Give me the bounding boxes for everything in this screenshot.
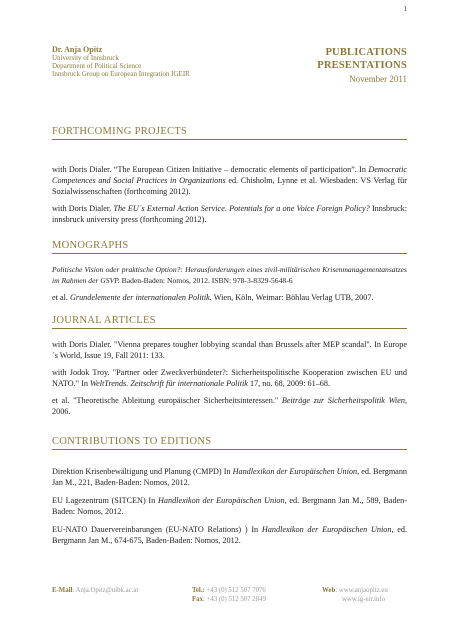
citation-text: , 2006. xyxy=(52,396,407,416)
citation-text: with Doris Dialer. “The European Citizen Initiative – democratic elements of participation”. In xyxy=(52,165,369,174)
footer-email xyxy=(52,586,138,595)
citation-entry xyxy=(52,292,407,303)
section-journal-articles xyxy=(52,315,407,417)
citation-text: with Jodok Troy. "Partner oder Zweckverbündeter?: Sicherheitspolitische Kooperation zwischen EU und NATO." In xyxy=(52,368,407,388)
citation-text: et al. xyxy=(52,293,70,302)
section-title: MONOGRAPHS xyxy=(52,240,407,254)
citation-text: , ed. Bergmann Jan M., 674-675, Baden-Baden: Nomos, 2012. xyxy=(52,525,408,545)
footer-phone xyxy=(192,586,266,604)
citation-title: Democratic Competences and Social Practices in Organizations xyxy=(52,165,407,185)
citation-title: Beiträge zur Sicherheitspolitik Wien xyxy=(281,396,405,405)
author-block xyxy=(52,46,190,78)
document-date: November 2011 xyxy=(349,74,407,84)
web-label: Web xyxy=(322,587,336,594)
citation-title: The EU´s External Action Service. Potentials for a one Voice Foreign Policy? xyxy=(113,204,370,213)
citation-text: , ed. Bergmann Jan M., 589, Baden-Baden: Nomos, 2012. xyxy=(52,496,407,516)
citation-text: EU Lagezentrum (SITCEN) In xyxy=(52,496,158,505)
document-title-block xyxy=(317,46,407,84)
section-title: JOURNAL ARTICLES xyxy=(52,315,407,329)
citation-entry xyxy=(52,395,407,417)
citation-text: , ed. Bergmann Jan M., 221, Baden-Baden: Nomos, 2012. xyxy=(52,467,408,487)
author-name: Dr. Anja Opitz xyxy=(52,45,103,54)
affiliation-group: Innsbruck Group on European Integration IGEIR xyxy=(52,70,190,78)
citation-entry xyxy=(52,164,407,197)
citation-text: Innsbruck: innsbruck university press (forthcoming 2012). xyxy=(52,204,407,224)
citation-title: Grundelemente der internationalen Politik. xyxy=(69,293,212,302)
affiliation-department: Department of Political Science xyxy=(52,62,142,70)
citation-text: Baden-Baden: Nomos, 2012. ISBN: 978-3-8329-5648-6 xyxy=(119,276,293,285)
citation-entry xyxy=(52,339,407,361)
citation-text: ed. Chisholm, Lynne et al. Wiesbaden: VS Verlag für Sozialwissenschaften (forthcoming 2012). xyxy=(52,176,407,196)
affiliation-university: University of Innsbruck xyxy=(52,54,119,62)
section-monographs xyxy=(52,240,407,303)
citation-title: Handlexikon der Europäischen Union xyxy=(232,467,358,476)
section-contributions xyxy=(52,436,407,546)
citation-text: with Doris Dialer. "Vienna prepares tougher lobbying scandal than Brussels after MEP scandal". In Europe´s World, Issue 19, Fall 2011: 133. xyxy=(52,340,407,360)
citation-text: 17, no. 68, 2009: 61–68. xyxy=(247,379,331,388)
footer-web xyxy=(322,586,388,604)
email-label: E-Mail xyxy=(52,587,73,594)
fax-label: Fax xyxy=(192,596,203,603)
citation-text: EU-NATO Dauervereinbarungen (EU-NATO Relations) ) In xyxy=(52,525,262,534)
citation-entry xyxy=(52,367,407,389)
web-link-personal[interactable]: : www.anjaopitz.eu xyxy=(335,587,388,594)
citation-text: et al. "Theoretische Ableitung europäischer Sicherheitsinteressen." xyxy=(52,396,282,405)
citation-title: Handlexikon der Europäischen Union xyxy=(261,525,392,534)
section-title: FORTHCOMING PROJECTS xyxy=(52,126,407,140)
citation-entry xyxy=(52,524,407,546)
tel-label: Tel.: xyxy=(192,587,205,594)
page-number: 1 xyxy=(403,5,407,13)
citation-title: WeltTrends. Zeitschrift für internationale Politik xyxy=(90,379,248,388)
citation-text: Wien, Köln, Weimar: Böhlau Verlag UTB, 2007. xyxy=(211,293,374,302)
section-forthcoming xyxy=(52,126,407,225)
citation-text: Direktion Krisenbewältigung und Planung (CMPD) In xyxy=(52,467,233,476)
citation-entry xyxy=(52,203,407,225)
citation-title: Politische Vision oder praktische Option?: Herausforderungen eines zivil-militärischen Krisenmanagementansatzes im Rahmen der GSVP. xyxy=(52,265,407,285)
web-link-group[interactable]: www.ig-eir.info xyxy=(342,596,385,603)
title-presentations: PRESENTATIONS xyxy=(317,60,407,71)
citation-entry xyxy=(52,264,407,286)
fax-value: : +43 (0) 512 507 2849 xyxy=(202,596,266,603)
citation-title: Handlexikon der Europäischen Union xyxy=(157,496,285,505)
citation-entry xyxy=(52,495,407,517)
tel-value: +43 (0) 512 507 7076 xyxy=(204,587,266,594)
email-value[interactable]: : Anja.Opitz@uibk.ac.at xyxy=(72,587,139,594)
title-publications: PUBLICATIONS xyxy=(325,47,407,58)
section-title: CONTRIBUTIONS TO EDITIONS xyxy=(52,436,407,450)
citation-text: with Doris Dialer. xyxy=(52,204,114,213)
citation-entry xyxy=(52,466,407,488)
